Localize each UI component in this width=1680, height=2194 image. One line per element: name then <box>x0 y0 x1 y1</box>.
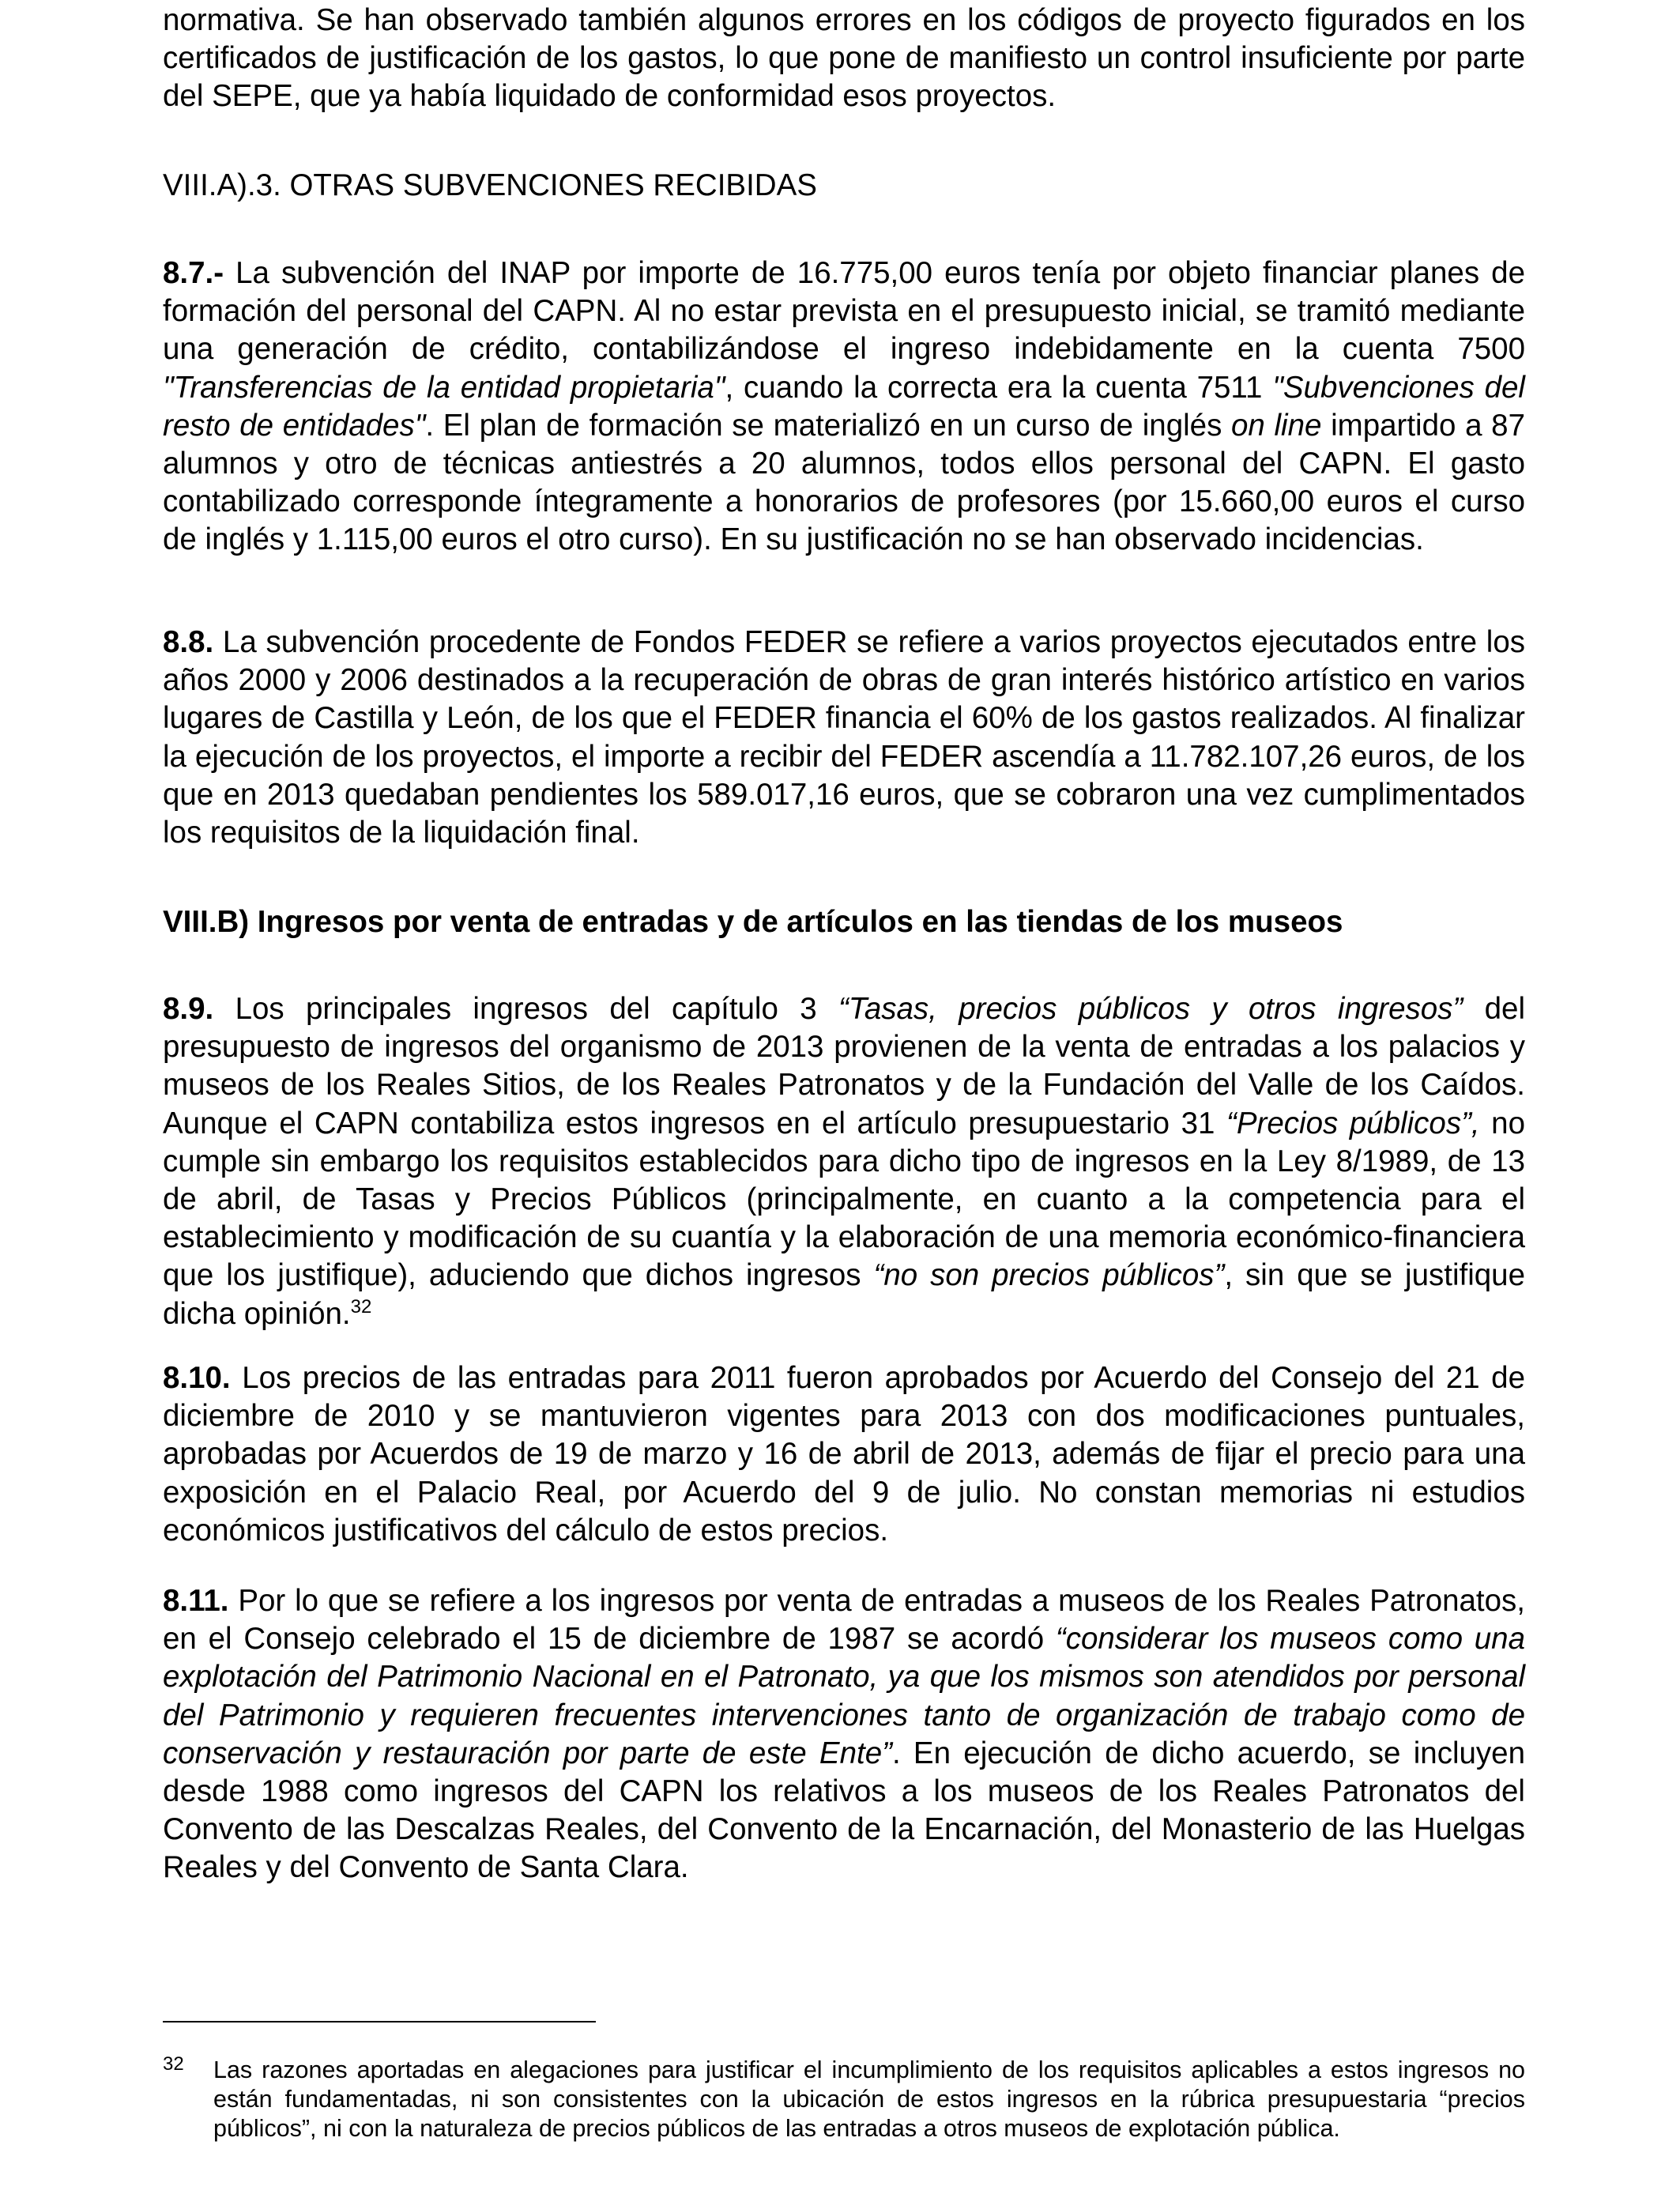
section-heading-ingresos-entradas: VIII.B) Ingresos por venta de entradas y de artículos en las tiendas de los museos <box>163 905 1343 939</box>
paragraph-number: 8.7.- <box>163 256 224 290</box>
footnote-separator <box>163 2021 596 2022</box>
paragraph-8-10: 8.10. Los precios de las entradas para 2011 fueron aprobados por Acuerdo del Consejo del 21 de diciembre de 2010 y se mantuvieron vigentes para 2013 con dos modificaciones puntuales, aprobadas por Acuerdos de 19 de marzo y 16 de abril de 2013, además de fijar el precio para una exposición en el Palacio Real, por Acuerdo del 9 de julio. No constan memorias ni estudios económicos justificativos del cálculo de estos precios. <box>163 1361 1525 1547</box>
section-heading-otras-subvenciones: VIII.A).3. OTRAS SUBVENCIONES RECIBIDAS <box>163 168 817 202</box>
paragraph-number: 8.10. <box>163 1361 231 1395</box>
paragraph-8-11: 8.11. Por lo que se refiere a los ingresos por venta de entradas a museos de los Reales Patronatos, en el Consejo celebrado el 15 de diciembre de 1987 se acordó “considerar los museos como una explotación del Patrimonio Nacional en el Patronato, ya que los mismos son atendidos por personal del Patrimonio y requieren frecuentes intervenciones tanto de organización de trabajo como de conservación y restauración por parte de este Ente”. En ejecución de dicho acuerdo, se incluyen desde 1988 como ingresos del CAPN los relativos a los museos de los Reales Patronatos del Convento de las Descalzas Reales, del Convento de la Encarnación, del Monasterio de las Huelgas Reales y del Convento de Santa Clara. <box>163 1584 1525 1885</box>
paragraph-number: 8.8. <box>163 625 214 659</box>
footnote-reference[interactable]: 32 <box>350 1295 372 1318</box>
paragraph-8-9: 8.9. Los principales ingresos del capítulo 3 “Tasas, precios públicos y otros ingresos” del presupuesto de ingresos del organismo de 2013 provienen de la venta de entradas a los palacios y museos de los Reales Sitios, de los Reales Patronatos y de la Fundación del Valle de los Caídos. Aunque el CAPN contabiliza estos ingresos en el artículo presupuestario 31 “Precios públicos”, no cumple sin embargo los requisitos establecidos para dicho tipo de ingresos en la Ley 8/1989, de 13 de abril, de Tasas y Precios Públicos (principalmente, en cuanto a la competencia para el establecimiento y modificación de su cuantía y la elaboración de una memoria económico-financiera que los justifique), aduciendo que dichos ingresos “no son precios públicos”, sin que se justifique dicha opinión.$^{32}$ <box>163 992 1526 1331</box>
paragraph-continuation: normativa. Se han observado también algunos errores en los códigos de proyecto figurados en los certificados de justificación de los gastos, lo que pone de manifiesto un control insuficiente por parte del SEPE, que ya había liquidado de conformidad esos proyectos. <box>163 3 1525 114</box>
paragraph-number: 8.9. <box>163 992 214 1026</box>
footnote-number: 32 <box>163 2053 184 2075</box>
paragraph-8-8: 8.8. La subvención procedente de Fondos FEDER se refiere a varios proyectos ejecutados entre los años 2000 y 2006 destinados a la recuperación de obras de gran interés histórico artístico en varios lugares de Castilla y León, de los que el FEDER financia el 60% de los gastos realizados. Al finalizar la ejecución de los proyectos, el importe a recibir del FEDER ascendía a 11.782.107,26 euros, de los que en 2013 quedaban pendientes los 589.017,16 euros, que se cobraron una vez cumplimentados los requisitos de la liquidación final. <box>163 625 1525 850</box>
paragraph-number: 8.11. <box>163 1584 229 1618</box>
paragraph-8-7: 8.7.- La subvención del INAP por importe de 16.775,00 euros tenía por objeto financiar planes de formación del personal del CAPN. Al no estar prevista en el presupuesto inicial, se tramitó mediante una generación de crédito, contabilizándose el ingreso indebidamente en la cuenta 7500 "Transferencias de la entidad propietaria", cuando la correcta era la cuenta 7511 "Subvenciones del resto de entidades". El plan de formación se materializó en un curso de inglés on line impartido a 87 alumnos y otro de técnicas antiestrés a 20 alumnos, todos ellos personal del CAPN. El gasto contabilizado corresponde íntegramente a honorarios de profesores (por 15.660,00 euros el curso de inglés y 1.115,00 euros el otro curso). En su justificación no se han observado incidencias. <box>163 256 1525 557</box>
footnote-text: Las razones aportadas en alegaciones para justificar el incumplimiento de los requisitos aplicables a estos ingresos no están fundamentadas, ni son consistentes con la ubicación de estos ingresos en la rúbrica presupuestaria “precios públicos”, ni con la naturaleza de precios públicos de las entradas a otros museos de explotación pública. <box>213 2056 1525 2142</box>
